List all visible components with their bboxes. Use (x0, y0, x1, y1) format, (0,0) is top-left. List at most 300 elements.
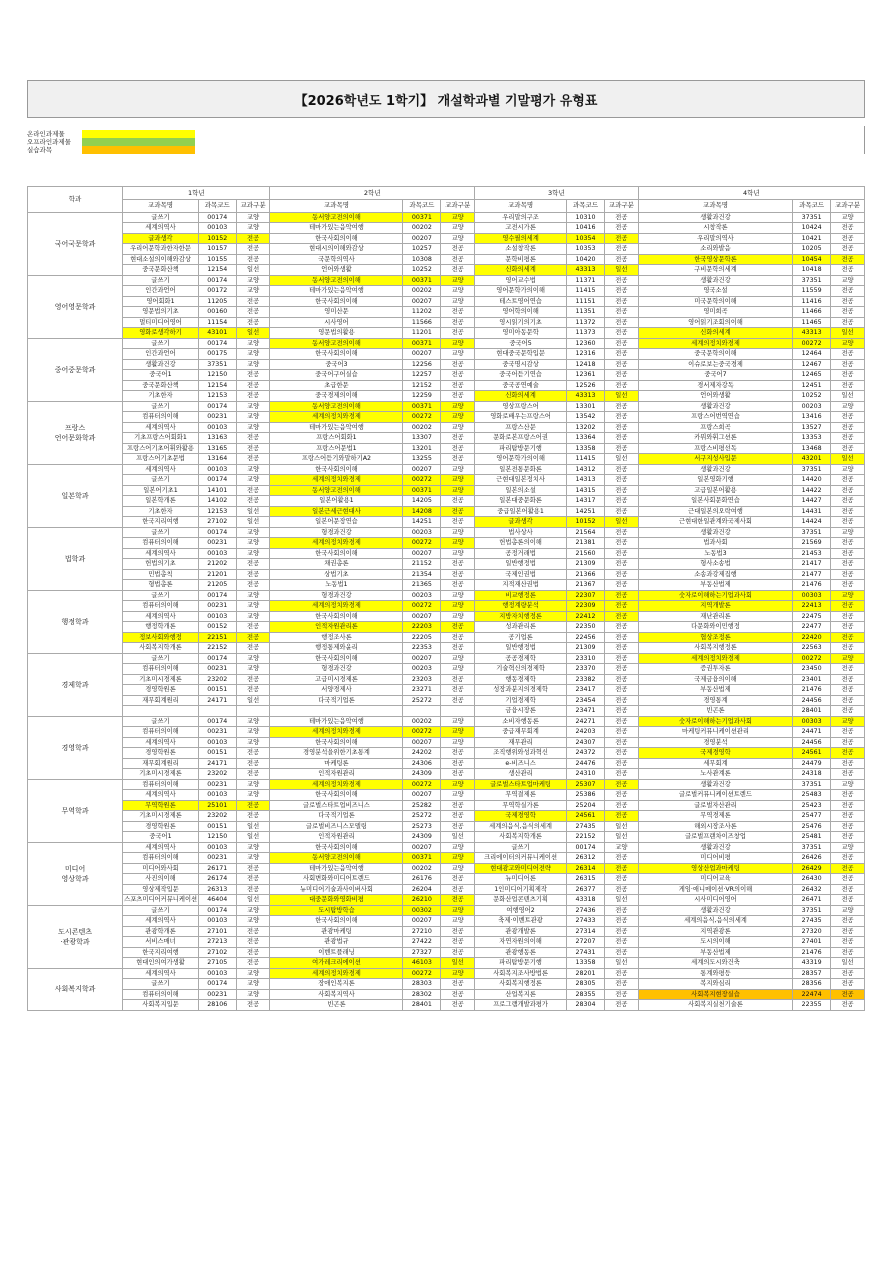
year-2-course-name: 테마가있는음악여행 (270, 422, 403, 433)
year-1-course-type: 전공 (236, 937, 270, 948)
year-4-course-code: 22420 (793, 632, 831, 643)
year-4-course-name: 법과사회 (638, 538, 792, 549)
year-4-course-type: 전공 (831, 485, 865, 496)
year-4-course-type: 전공 (831, 926, 865, 937)
year-3-course-type: 전공 (604, 695, 638, 706)
table-row (28, 223, 865, 234)
year-4-course-name: 형사소송법 (638, 559, 792, 570)
year-4-course-type: 전공 (831, 632, 865, 643)
year-1-course-type: 교양 (236, 538, 270, 549)
year-2-course-name: 세계의정치와경제 (270, 968, 403, 979)
year-1-course-type: 전공 (236, 317, 270, 328)
year-3-course-code: 14315 (567, 485, 605, 496)
year-4-header: 4학년 (638, 187, 864, 200)
year-2-course-name: 사회변화와미디어트렌드 (270, 874, 403, 885)
year-1-course-name: 멀티미디어영어 (123, 317, 199, 328)
year-3-course-type: 전공 (604, 422, 638, 433)
year-4-course-code: 00303 (793, 590, 831, 601)
year-4-course-name: 생활과건강 (638, 779, 792, 790)
table-row (28, 811, 865, 822)
year-3-course-type: 전공 (604, 601, 638, 612)
year-2-course-name (270, 706, 403, 717)
year-3-course-type: 일선 (604, 391, 638, 402)
year-2-course-code: 00272 (403, 601, 441, 612)
year-4-course-type: 전공 (831, 706, 865, 717)
year-1-course-type: 전공 (236, 569, 270, 580)
table-row (28, 947, 865, 958)
table-row (28, 590, 865, 601)
year-2-course-name: 현대시의이해와감상 (270, 244, 403, 255)
year-2-course-name: 행정조사론 (270, 632, 403, 643)
year-4-course-code: 12467 (793, 359, 831, 370)
year-2-course-name: 도시탐방학습 (270, 905, 403, 916)
year-4-course-type: 전공 (831, 349, 865, 360)
year-2-course-type: 전공 (441, 559, 475, 570)
year-1-course-name: 글과생각 (123, 233, 199, 244)
year-2-course-name: 글로벌스타트업비즈니스 (270, 800, 403, 811)
year-1-course-type: 일선 (236, 506, 270, 517)
year-3-course-name: 일본대중문화론 (475, 496, 567, 507)
year-2-course-name: 한국사회의이해 (270, 916, 403, 927)
year-2-course-name: 서양경제사 (270, 685, 403, 696)
year-3-course-name: 무역학실가론 (475, 800, 567, 811)
year-1-course-type: 교양 (236, 611, 270, 622)
year-4-course-type: 전공 (831, 874, 865, 885)
year-3-course-code: 00174 (567, 842, 605, 853)
year-3-course-type: 전공 (604, 223, 638, 234)
year-4-course-name: 생활과건강 (638, 212, 792, 223)
year-4-course-code: 22475 (793, 611, 831, 622)
year-4-course-name: 해외시장조사론 (638, 821, 792, 832)
year-2-course-type: 전공 (441, 989, 475, 1000)
year-4-course-name: 시사미디어영어 (638, 895, 792, 906)
year-3-course-code: 13358 (567, 958, 605, 969)
year-1-course-name: 무역학원론 (123, 800, 199, 811)
table-row (28, 244, 865, 255)
year-4-course-code: 23450 (793, 664, 831, 675)
year-2-course-type: 전공 (441, 443, 475, 454)
year-4-course-name: 서구지성사입문 (638, 454, 792, 465)
year-3-course-name: 행정계량분석 (475, 601, 567, 612)
year-1-course-name: 컴퓨터의이해 (123, 727, 199, 738)
year-2-course-code: 12256 (403, 359, 441, 370)
year-3-course-name: 중국어듣기연습 (475, 370, 567, 381)
year-2-course-name: 중국어구어실습 (270, 370, 403, 381)
year-4-course-name: 협상조정론 (638, 632, 792, 643)
year-1-course-name: 영상제작입문 (123, 884, 199, 895)
year-1-course-code: 13165 (198, 443, 236, 454)
year-3-course-name: 소비자행동론 (475, 716, 567, 727)
year-3-course-type: 전공 (604, 716, 638, 727)
year-1-course-code: 10157 (198, 244, 236, 255)
table-row (28, 328, 865, 339)
year-3-course-code: 14317 (567, 496, 605, 507)
year-1-course-name: 기초미시경제론 (123, 674, 199, 685)
year-4-course-type: 전공 (831, 254, 865, 265)
year-1-course-type: 전공 (236, 1000, 270, 1011)
col-course-type: 교과구분 (831, 200, 865, 213)
year-4-course-name: 세계의도시와건축 (638, 958, 792, 969)
year-2-course-code (403, 706, 441, 717)
year-3-course-code: 11372 (567, 317, 605, 328)
year-3-course-code: 28355 (567, 989, 605, 1000)
year-3-course-type: 전공 (604, 527, 638, 538)
year-3-course-type: 전공 (604, 233, 638, 244)
year-1-course-code: 24171 (198, 758, 236, 769)
year-4-course-type: 전공 (831, 622, 865, 633)
year-1-course-name: 사회복지학개론 (123, 643, 199, 654)
year-4-course-name: 미디어비평 (638, 853, 792, 864)
year-2-course-type: 전공 (441, 359, 475, 370)
year-2-course-code: 12257 (403, 370, 441, 381)
year-2-course-name: 경영분석을위한기초통계 (270, 748, 403, 759)
year-1-course-code: 27101 (198, 926, 236, 937)
year-4-course-name: 세계의음식,음식의세계 (638, 916, 792, 927)
year-2-course-code: 27422 (403, 937, 441, 948)
year-1-course-type: 교양 (236, 989, 270, 1000)
year-4-course-type: 전공 (831, 800, 865, 811)
year-3-course-type: 전공 (604, 338, 638, 349)
year-3-course-code: 13542 (567, 412, 605, 423)
year-3-course-name: 관광개발론 (475, 926, 567, 937)
year-1-course-name: 행정학개론 (123, 622, 199, 633)
table-row (28, 622, 865, 633)
year-3-course-type: 전공 (604, 370, 638, 381)
year-2-course-type: 전공 (441, 622, 475, 633)
year-2-course-code: 00207 (403, 916, 441, 927)
year-2-course-code: 14205 (403, 496, 441, 507)
year-1-course-code: 00231 (198, 989, 236, 1000)
year-2-course-type: 전공 (441, 947, 475, 958)
table-row (28, 695, 865, 706)
year-3-course-type: 전공 (604, 212, 638, 223)
year-3-course-code: 12526 (567, 380, 605, 391)
year-1-course-code: 00174 (198, 212, 236, 223)
year-1-course-type: 일선 (236, 265, 270, 276)
year-2-course-name: 인적자원관리 (270, 832, 403, 843)
table-row (28, 254, 865, 265)
year-4-course-code: 28357 (793, 968, 831, 979)
year-1-course-name: 글쓰기 (123, 905, 199, 916)
year-3-course-type: 전공 (604, 475, 638, 486)
dept-name: 무역학과 (28, 779, 123, 842)
year-1-course-type: 전공 (236, 580, 270, 591)
col-course-code: 과목코드 (403, 200, 441, 213)
year-1-course-name: 현대소설의이해와감상 (123, 254, 199, 265)
year-2-course-code: 00272 (403, 475, 441, 486)
year-1-course-code: 00174 (198, 590, 236, 601)
year-1-course-type: 교양 (236, 853, 270, 864)
year-3-course-code: 21367 (567, 580, 605, 591)
col-course-code: 과목코드 (793, 200, 831, 213)
table-row (28, 937, 865, 948)
year-2-course-code: 00272 (403, 538, 441, 549)
year-2-course-code: 23271 (403, 685, 441, 696)
year-2-course-code: 26204 (403, 884, 441, 895)
year-2-course-type: 교양 (441, 968, 475, 979)
year-3-course-name: 문학비평론 (475, 254, 567, 265)
year-1-course-code: 00103 (198, 464, 236, 475)
year-4-course-code: 12464 (793, 349, 831, 360)
year-2-course-type: 교양 (441, 716, 475, 727)
year-1-course-code: 00174 (198, 653, 236, 664)
year-1-course-name: 프랑스어기초어휘와활용 (123, 443, 199, 454)
year-2-course-code: 25273 (403, 821, 441, 832)
year-1-course-name: 중국어1 (123, 832, 199, 843)
year-4-course-type: 전공 (831, 370, 865, 381)
year-1-course-code: 00172 (198, 286, 236, 297)
year-4-course-code: 25483 (793, 790, 831, 801)
year-2-course-code: 00272 (403, 412, 441, 423)
year-2-course-code: 26176 (403, 874, 441, 885)
year-4-course-name: 생활과건강 (638, 842, 792, 853)
year-1-course-type: 전공 (236, 233, 270, 244)
year-3-course-type: 전공 (604, 737, 638, 748)
year-1-course-type: 교양 (236, 601, 270, 612)
legend (27, 128, 865, 154)
year-1-course-code: 00231 (198, 601, 236, 612)
year-3-course-code: 13202 (567, 422, 605, 433)
year-2-course-name: 국문학의역사 (270, 254, 403, 265)
year-2-course-code: 10308 (403, 254, 441, 265)
year-4-course-name: 세무회계 (638, 758, 792, 769)
year-2-course-type: 교양 (441, 653, 475, 664)
year-4-course-name: 복지와심리 (638, 979, 792, 990)
year-2-course-code: 22353 (403, 643, 441, 654)
year-2-course-name: 영문법의활용 (270, 328, 403, 339)
year-2-course-name: 동서양고전의이해 (270, 485, 403, 496)
year-4-course-code: 28356 (793, 979, 831, 990)
table-row (28, 800, 865, 811)
year-1-course-name: 사진의이해 (123, 874, 199, 885)
year-1-course-type: 교양 (236, 779, 270, 790)
year-4-course-type: 전공 (831, 685, 865, 696)
year-3-course-name: 크리에이터의커뮤니케이션 (475, 853, 567, 864)
year-1-course-code: 00151 (198, 685, 236, 696)
year-2-course-name: 마케팅론 (270, 758, 403, 769)
year-4-course-name: 국제금융의이해 (638, 674, 792, 685)
year-4-course-name: 글로벌커뮤니케이션트렌드 (638, 790, 792, 801)
year-4-course-type: 전공 (831, 748, 865, 759)
year-4-course-name: 게임·애니메이션·VR의이해 (638, 884, 792, 895)
year-4-course-name: 경영통계 (638, 695, 792, 706)
year-4-course-name: 증권투자론 (638, 664, 792, 675)
legend-swatch-practice (82, 146, 195, 154)
year-4-course-name: 생활과건강 (638, 275, 792, 286)
table-row (28, 338, 865, 349)
year-1-course-type: 전공 (236, 674, 270, 685)
year-1-course-type: 일선 (236, 832, 270, 843)
table-row (28, 296, 865, 307)
year-1-course-code: 23202 (198, 674, 236, 685)
year-4-course-name: 중국문학의이해 (638, 349, 792, 360)
table-row (28, 1000, 865, 1011)
year-1-header: 1학년 (123, 187, 270, 200)
year-4-course-name: 사회복지실천기술론 (638, 1000, 792, 1011)
year-4-course-code: 10252 (793, 391, 831, 402)
year-4-course-code: 25477 (793, 811, 831, 822)
year-4-course-code: 14420 (793, 475, 831, 486)
year-3-course-code: 13358 (567, 443, 605, 454)
year-2-course-name: 동서양고전의이해 (270, 853, 403, 864)
year-4-course-code: 14427 (793, 496, 831, 507)
year-4-course-name: 프랑스어번역연습 (638, 412, 792, 423)
year-3-course-code: 12316 (567, 349, 605, 360)
year-1-course-type: 교양 (236, 412, 270, 423)
year-2-course-type: 교양 (441, 779, 475, 790)
year-4-course-type: 전공 (831, 1000, 865, 1011)
year-4-course-type: 전공 (831, 443, 865, 454)
year-1-course-name: 세계의역사 (123, 916, 199, 927)
year-1-course-code: 00103 (198, 223, 236, 234)
year-4-course-name: 생활과건강 (638, 464, 792, 475)
year-4-course-type: 전공 (831, 664, 865, 675)
table-row (28, 643, 865, 654)
year-2-course-type: 교양 (441, 412, 475, 423)
year-2-course-type: 교양 (441, 475, 475, 486)
table-row (28, 790, 865, 801)
year-1-course-name: 프랑스어기초문법 (123, 454, 199, 465)
year-2-course-name: 형경과건강 (270, 664, 403, 675)
year-4-course-type: 교양 (831, 905, 865, 916)
year-3-course-code: 10354 (567, 233, 605, 244)
year-1-course-name: 기초미시경제론 (123, 811, 199, 822)
year-3-course-type: 전공 (604, 349, 638, 360)
year-1-course-type: 일선 (236, 821, 270, 832)
table-row (28, 433, 865, 444)
year-1-course-type: 전공 (236, 454, 270, 465)
year-4-course-code: 25481 (793, 832, 831, 843)
year-2-course-name: 이벤트플래닝 (270, 947, 403, 958)
year-4-course-code: 14422 (793, 485, 831, 496)
year-3-course-type: 전공 (604, 968, 638, 979)
year-2-course-type: 전공 (441, 265, 475, 276)
year-3-course-type: 전공 (604, 853, 638, 864)
table-row (28, 538, 865, 549)
year-4-course-name: 일본영화기행 (638, 475, 792, 486)
year-3-course-name: 문화로본프랑스어권 (475, 433, 567, 444)
year-3-course-type: 전공 (604, 979, 638, 990)
year-3-course-type: 전공 (604, 769, 638, 780)
year-4-course-type: 일선 (831, 391, 865, 402)
year-3-course-code: 10152 (567, 517, 605, 528)
year-1-course-code: 12150 (198, 370, 236, 381)
year-1-course-type: 일선 (236, 517, 270, 528)
legend-label: 오프라인과제물 (27, 138, 71, 146)
year-3-course-name: 문화산업콘텐츠기획 (475, 895, 567, 906)
year-1-course-code: 00174 (198, 527, 236, 538)
year-2-course-name: 세계의정치와경제 (270, 727, 403, 738)
year-1-course-code: 00152 (198, 622, 236, 633)
year-3-course-code: 21564 (567, 527, 605, 538)
year-3-course-name: 비교행정론 (475, 590, 567, 601)
year-1-course-code: 00231 (198, 412, 236, 423)
year-3-course-name: 축제·이벤트관광 (475, 916, 567, 927)
year-2-course-code: 00207 (403, 349, 441, 360)
year-2-course-code: 00302 (403, 905, 441, 916)
year-1-course-name: 세계의역사 (123, 842, 199, 853)
year-3-course-name: 일본의소설 (475, 485, 567, 496)
year-3-course-type: 전공 (604, 244, 638, 255)
table-row (28, 884, 865, 895)
year-3-course-type: 전공 (604, 307, 638, 318)
table-row (28, 559, 865, 570)
year-1-course-type: 교양 (236, 275, 270, 286)
year-2-course-code: 21365 (403, 580, 441, 591)
year-2-course-code: 13255 (403, 454, 441, 465)
year-1-course-name: 세계의역사 (123, 223, 199, 234)
year-1-course-name: 컴퓨터의이해 (123, 989, 199, 1000)
year-1-course-name: 세계의역사 (123, 790, 199, 801)
year-4-course-name: 생활과건강 (638, 401, 792, 412)
year-2-course-type: 전공 (441, 758, 475, 769)
year-4-course-code: 11466 (793, 307, 831, 318)
year-2-course-name: 다국적기업론 (270, 695, 403, 706)
year-3-course-code: 10310 (567, 212, 605, 223)
year-2-course-name: 글로벌비즈니스모델링 (270, 821, 403, 832)
year-4-course-name: 빈곤론 (638, 706, 792, 717)
year-2-course-code: 00203 (403, 664, 441, 675)
year-2-course-type: 전공 (441, 244, 475, 255)
table-row (28, 212, 865, 223)
year-4-course-code: 28401 (793, 706, 831, 717)
year-3-course-code: 43313 (567, 265, 605, 276)
year-2-course-code: 23203 (403, 674, 441, 685)
year-3-course-name: 지적재산권법 (475, 580, 567, 591)
year-3-course-type: 전공 (604, 464, 638, 475)
year-4-course-type: 전공 (831, 937, 865, 948)
year-1-course-name: 글쓰기 (123, 716, 199, 727)
year-1-course-code: 12153 (198, 391, 236, 402)
year-1-course-name: 컴퓨터의이해 (123, 412, 199, 423)
year-1-course-name: 컴퓨터의이해 (123, 779, 199, 790)
table-row (28, 926, 865, 937)
year-4-course-code: 10424 (793, 223, 831, 234)
year-2-course-type: 전공 (441, 569, 475, 580)
year-3-course-type: 전공 (604, 947, 638, 958)
table-row (28, 874, 865, 885)
year-1-course-type: 전공 (236, 307, 270, 318)
year-4-course-type: 교양 (831, 338, 865, 349)
year-3-course-type: 전공 (604, 359, 638, 370)
year-4-course-name: 지역개발론 (638, 601, 792, 612)
year-1-course-name: 글쓰기 (123, 475, 199, 486)
col-course-name: 교과목명 (123, 200, 199, 213)
year-3-course-type: 전공 (604, 485, 638, 496)
year-2-course-name: 빈곤론 (270, 1000, 403, 1011)
year-1-course-type: 전공 (236, 380, 270, 391)
year-4-course-code: 24561 (793, 748, 831, 759)
year-4-course-code: 43201 (793, 454, 831, 465)
year-4-course-name: 무역경제론 (638, 811, 792, 822)
year-3-course-name: 영시읽기의기초 (475, 317, 567, 328)
year-2-course-type: 전공 (441, 674, 475, 685)
year-1-course-code: 27105 (198, 958, 236, 969)
year-4-course-type: 교양 (831, 275, 865, 286)
year-2-course-code: 00203 (403, 527, 441, 538)
year-4-course-code: 11465 (793, 317, 831, 328)
year-4-course-code: 14431 (793, 506, 831, 517)
year-2-course-type: 전공 (441, 1000, 475, 1011)
year-2-course-type: 교양 (441, 275, 475, 286)
year-2-course-type: 전공 (441, 580, 475, 591)
year-4-course-type: 전공 (831, 790, 865, 801)
year-1-course-code (198, 706, 236, 717)
year-2-course-type: 교양 (441, 590, 475, 601)
year-1-course-type: 교양 (236, 527, 270, 538)
year-4-course-type: 전공 (831, 758, 865, 769)
year-1-course-code: 00151 (198, 748, 236, 759)
